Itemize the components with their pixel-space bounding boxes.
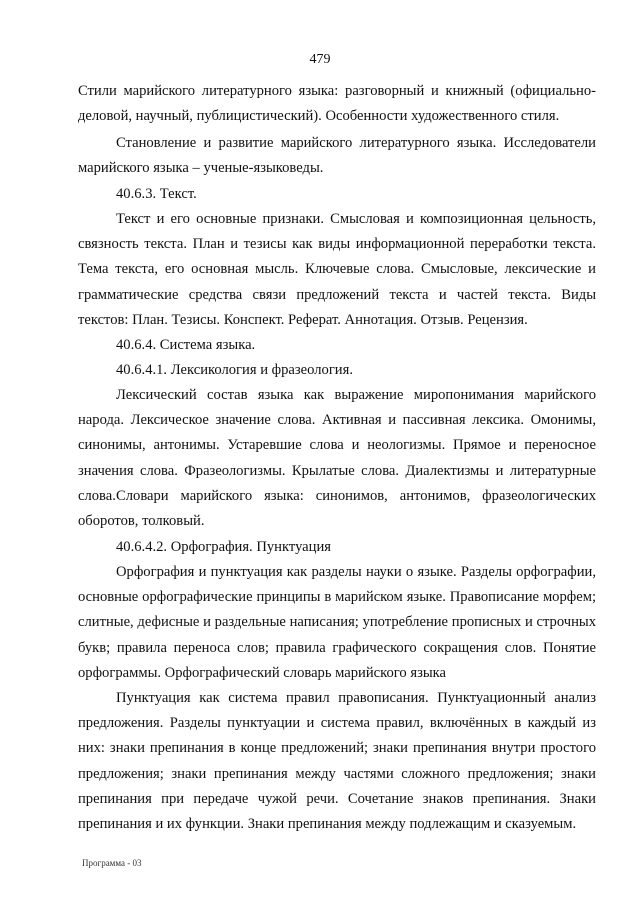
paragraph-styles: Стили марийского литературного языка: разговорный и книжный (официально-деловой, научный, публицистический). Особенности художественного стиля. [78, 83, 596, 125]
page-number: 479 [309, 52, 331, 67]
section-heading-orthography: 40.6.4.2. Орфография. Пунктуация [116, 539, 331, 555]
paragraph-development: Становление и развитие марийского литературного языка. Исследователи марийского языка – ученые-языковеды. [78, 135, 596, 177]
footer-label: Программа - 03 [82, 858, 142, 868]
section-heading-language-system: 40.6.4. Система языка. [116, 337, 256, 353]
section-heading-lexicology: 40.6.4.1. Лексикология и фразеология. [116, 362, 353, 378]
paragraph-lexicon: Лексический состав языка как выражение миропонимания марийского народа. Лексическое значение слова. Активная и пассивная лексика. Омонимы, синонимы, антонимы. Устаревшие слова и неологизмы. Прямое и переносное значения слова. Фразеологизмы. Крылатые слова. Диалектизмы и литературные слова. [78, 387, 596, 504]
paragraph-orthography: Орфография и пунктуация как разделы науки о языке. Разделы орфографии, основные орфографические принципы в марийском языке. Правописание морфем; слитные, дефисные и раздельные написания; употребление прописных и строчных букв; правила переноса слов; правила графического сокращения слов. Понятие орфограммы. Орфографический словарь марийского языка [78, 564, 596, 681]
section-heading-text: 40.6.3. Текст. [116, 186, 197, 202]
paragraph-text-features: Текст и его основные признаки. Смысловая и композиционная цельность, связность текста. План и тезисы как виды информационной переработки текста. Тема текста, его основная мысль. Ключевые слова. Смысловые, лексические и грамматические средства связи предложений текста и частей текста. Виды текстов: План. Тезисы. Конспект. Реферат. Аннотация. Отзыв. Рецензия. [78, 211, 596, 328]
paragraph-punctuation: Пунктуация как система правил правописания. Пунктуационный анализ предложения. Разделы пунктуации и система правил, включённых в каждый из них: знаки препинания в конце предложений; знаки препинания внутри простого предложения; знаки препинания между частями сложного предложения; знаки препинания при передаче чужой речи. Сочетание знаков препинания. Знаки препинания и их функции. Знаки препинания между подлежащим и сказуемым. [78, 690, 596, 833]
paragraph-dictionaries: Словари марийского языка: синонимов, антонимов, фразеологических оборотов, толковый. [78, 488, 596, 530]
